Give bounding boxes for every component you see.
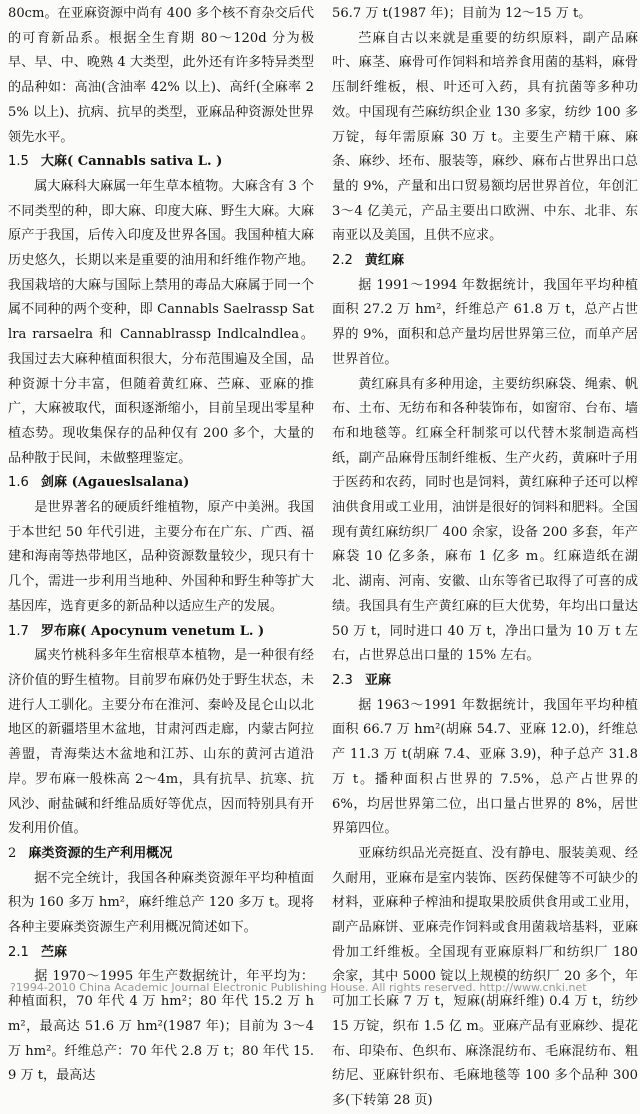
section-title: 罗布麻( Apocynum venetum L. )	[40, 623, 265, 639]
section-title: 亚麻	[364, 672, 392, 688]
section-heading-2	[8, 842, 314, 867]
paragraph-flax-resources-cont: 80cm。在亚麻资源中尚有 400 多个核不育杂交后代的可育新品系。根据全生育期 80～120d 分为极早、早、中、晚熟 4 大类型，此外还有许多特异类型的品种如：高油(含油率 42% 以上)、高纤(全麻率 25% 以上)、抗病、抗早的类型，亚麻品种资源处世界领先水平。	[8, 6, 314, 145]
section-title: 大麻( Cannabls sativa L. )	[40, 154, 223, 170]
section-number: 1.7	[8, 623, 29, 639]
section-heading-1-5	[8, 150, 314, 175]
section-number: 2.3	[332, 672, 353, 688]
paragraph-apocynum: 属夹竹桃科多年生宿根草本植物，是一种很有经济价值的野生植物。目前罗布麻仍处于野生状态，未进行人工驯化。主要分布在淮河、秦岭及昆仑山以北地区的新疆塔里木盆地，甘肃河西走廊，内蒙古阿拉善盟，青海柴达木盆地和江苏、山东的黄河古道沿岸。罗布麻一般株高 2～4m，具有抗旱、抗寒、抗风沙、耐盐碱和纤维品质好等优点，因而特别具有开发利用价值。	[8, 648, 314, 837]
left-column	[8, 2, 314, 1089]
section-heading-2-3	[332, 669, 638, 694]
paragraph-flax-use: 亚麻纺织品光亮挺直、没有静电、服装美观、经久耐用，亚麻布是室内装饰、医药保健等不可缺少的材料，亚麻种子榨油和提取果胶质供食用或工业用，副产品麻饼、亚麻壳作饲料或食用菌栽培基料，亚麻骨加工纤维板。全国现有亚麻原料厂和纺织厂 180 余家，其中 5000 锭以上规模的纺织厂 20 多个，年可加工长麻 7 万 t，短麻(胡麻纤维) 0.4 万 t，纺纱 15 万锭，织布 1.5 亿 m。亚麻产品有亚麻纱、提花布、印染布、色织布、麻涤混纺布、毛麻混纺布、粗纺尼、亚麻针织布、毛麻地毯等 100 多个品种 300 多(下转第 28 页)	[332, 845, 638, 1108]
paragraph-flax-stats: 据 1963～1991 年数据统计，我国年平均种植面积 66.7 万 hm²(胡麻 54.7、亚麻 12.0)，纤维总产 11.3 万 t(胡麻 7.4、亚麻 3.9)，种子总产 31.8 万 t。播种面积占世界的 7.5%，总产占世界的 6%，均居世界第二位，出口量占世界的 8%，居世界第四位。	[332, 697, 638, 837]
section-title: 剑麻 (Agaueslsalana)	[40, 475, 190, 491]
section-title: 黄红麻	[364, 253, 405, 269]
paragraph-jute-stats: 据 1991～1994 年数据统计，我国年平均种植面积 27.2 万 hm²，纤维总产 61.8 万 t，总产占世界的 9%，面积和总产量均居世界第三位，而单产居世界首位。	[332, 277, 638, 367]
paragraph-jute-use: 黄红麻具有多种用途，主要纺织麻袋、绳索、帆布、土布、无纺布和各种装饰布，如窗帘、台布、墙布和地毯等。红麻全秆制浆可以代替木浆制造高档纸，副产品麻骨压制纤维板、生产火药，黄麻叶子用于医药和农药，同时也是饲料，黄红麻种子还可以榨油供食用或工业用，油饼是很好的饲料和肥料。全国现有黄红麻纺织厂 400 余家，设备 200 多套，年产麻袋 10 亿多条，麻布 1 亿多 m。红麻造纸在湖北、湖南、河南、安徽、山东等省已取得了可喜的成绩。我国具有生产黄红麻的巨大优势，年均出口量达 50 万 t，同时进口 40 万 t，净出口量为 10 万 t 左右，占世界总出口量的 15% 左右。	[332, 376, 638, 664]
section-heading-1-7	[8, 620, 314, 645]
paragraph-production-overview: 据不完全统计，我国各种麻类资源年平均种植面积为 160 多万 hm²，麻纤维总产 120 多万 t。现将各种主要麻类资源生产利用概况简述如下。	[8, 870, 314, 936]
section-number: 2.1	[8, 944, 29, 960]
paragraph-sisal: 是世界著名的硬质纤维植物，原产中美洲。我国于本世纪 50 年代引进，主要分布在广东、广西、福建和海南等热带地区，品种资源数量较少，现只有十几个，需进一步利用当地种、外国种和野生种等扩大基因库，选育更多的新品种以适应生产的发展。	[8, 500, 314, 614]
paragraph-hemp: 属大麻科大麻属一年生草本植物。大麻含有 3 个不同类型的种，即大麻、印度大麻、野生大麻。大麻原产于我国，后传入印度及世界各国。我国种植大麻历史悠久，长期以来是重要的油用和纤维作物产地。我国栽培的大麻与国际上禁用的毒品大麻属于同一个属不同种的两个变种，即 Cannabls Saelrassp Satlra rarsaelra 和 Cannablrassp Indlcalndlea。我国过去大麻种植面积很大，分布范围遍及全国，品种资源十分丰富，但随着黄红麻、苎麻、亚麻的推广，大麻被取代，面积逐渐缩小，目前呈现出零星种植态势。现收集保存的品种仅有 200 多个，大量的品种散于民间，未做整理鉴定。	[8, 178, 314, 466]
section-title: 麻类资源的生产利用概况	[28, 845, 173, 861]
section-number: 1.5	[8, 154, 29, 170]
section-number: 1.6	[8, 475, 29, 491]
section-number: 2	[8, 845, 17, 861]
paragraph-ramie-use: 苎麻自古以来就是重要的纺织原料，副产品麻叶、麻茎、麻骨可作饲料和培养食用菌的基料，麻骨压制纤维板，根、叶还可入药，具有抗菌等多种功效。中国现有苎麻纺织企业 130 多家，纺纱 100 多万锭，每年需原麻 30 万 t。主要生产精干麻、麻条、麻纱、坯布、服装等，麻纱、麻布占世界出口总量的 9%，产量和出口贸易额均居世界首位，年创汇 3～4 亿美元，产品主要出口欧洲、中东、北非、东南亚以及美国，且供不应求。	[332, 30, 638, 244]
right-column	[332, 2, 638, 1114]
section-heading-2-2	[332, 249, 638, 274]
paragraph-ramie-stats-cont: 56.7 万 t(1987 年)；目前为 12～15 万 t。	[332, 6, 592, 21]
section-number: 2.2	[332, 253, 353, 269]
paragraph-ramie-stats: 据 1970～1995 年生产数据统计，年平均为：种植面积，70 年代 4 万 hm²；80 年代 15.2 万 hm²，最高达 51.6 万 hm²(1987 年)；目前为 3～4 万 hm²。纤维总产：70 年代 2.8 万 t；80 年代 15.9 万 t，最高达	[8, 969, 314, 1084]
copyright-footer: ?1994-2010 China Academic Journal Electronic Publishing House. All rights reserved. http://www.cnki.net	[10, 981, 587, 994]
section-heading-1-6	[8, 471, 314, 496]
section-heading-2-1	[8, 941, 314, 966]
section-title: 苎麻	[40, 944, 68, 960]
